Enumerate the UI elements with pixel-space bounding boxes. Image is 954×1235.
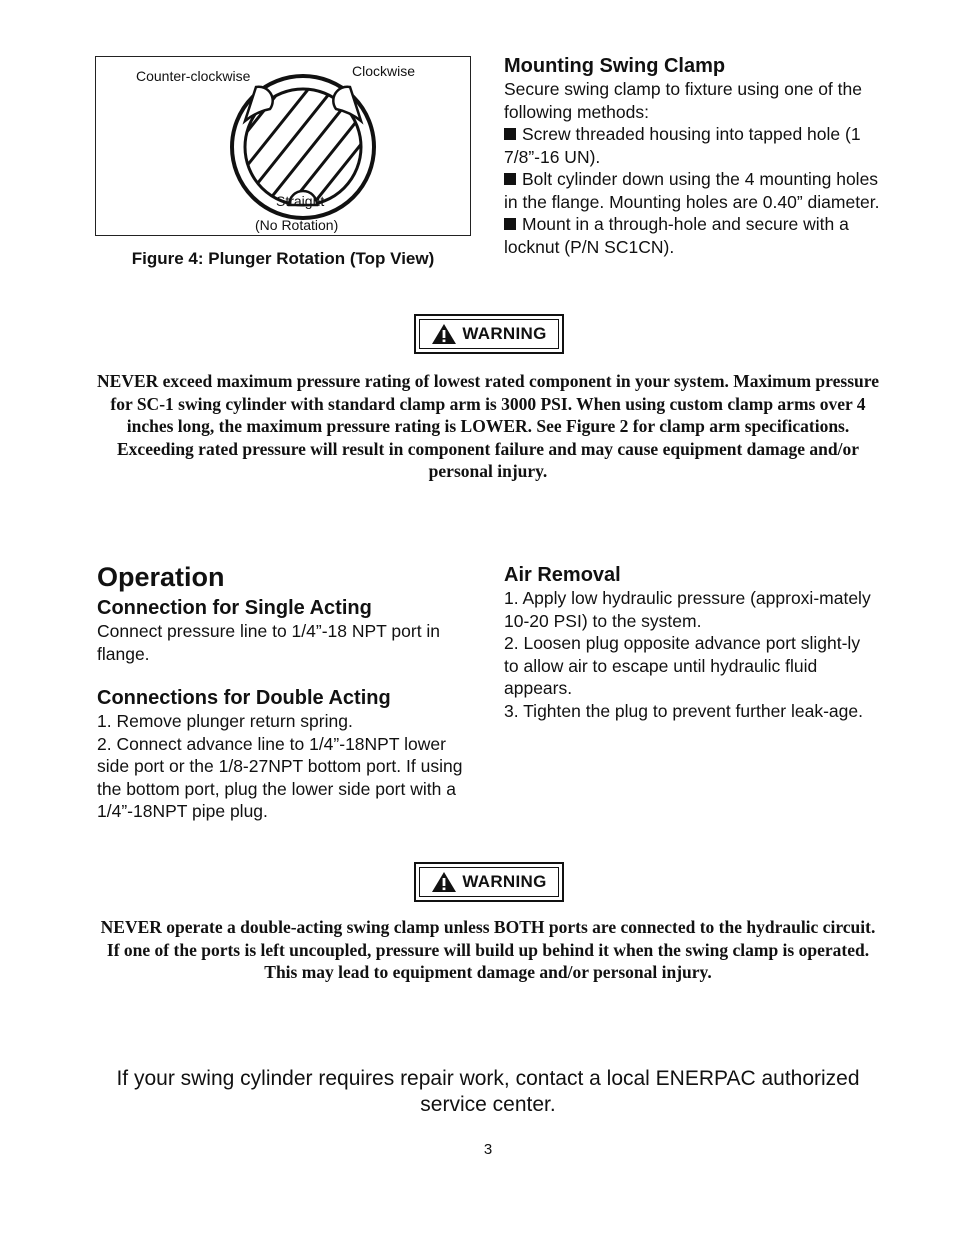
warning-triangle-icon	[431, 871, 457, 893]
mounting-bullet: Mount in a through-hole and secure with a locknut (P/N SC1CN).	[504, 214, 849, 257]
warning-badge	[414, 862, 564, 902]
double-acting-title: Connections for Double Acting	[97, 687, 391, 709]
mounting-section	[504, 54, 884, 258]
label-no-rotation: (No Rotation)	[255, 217, 339, 233]
air-removal-step: 1. Apply low hydraulic pressure (approxi-mately 10-20 PSI) to the system.	[504, 588, 871, 631]
single-acting-title: Connection for Single Acting	[97, 597, 372, 619]
operation-section	[97, 561, 477, 823]
double-acting-step: 1. Remove plunger return spring.	[97, 711, 353, 731]
warning-pressure-text: NEVER exceed maximum pressure rating of lowest rated component in your system. Maximum pressure for SC-1 swing cylinder with standard clamp arm is 3000 PSI. When using custom clamp arms over 4 inches long, the maximum pressure rating is LOWER. See Figure 2 for clamp arm specifications. Exceeding rated pressure will result in component failure and may cause equipment damage and/or personal injury.	[97, 371, 879, 481]
figure-caption: Figure 4: Plunger Rotation (Top View)	[131, 249, 435, 268]
warning-badge	[414, 314, 564, 354]
mounting-intro: Secure swing clamp to fixture using one of the following methods:	[504, 79, 862, 122]
air-removal-title: Air Removal	[504, 564, 621, 586]
label-straight: Straight	[276, 193, 325, 209]
air-removal-section	[504, 563, 876, 722]
label-clockwise: Clockwise	[352, 63, 416, 79]
figure-plunger-rotation	[95, 56, 471, 236]
bullet-square-icon	[504, 218, 516, 230]
plunger-top-view-diagram	[96, 57, 472, 237]
page-number: 3	[483, 1141, 493, 1158]
label-counter-clockwise: Counter-clockwise	[136, 68, 251, 84]
double-acting-step: 2. Connect advance line to 1/4”-18NPT lower side port or the 1/8-27NPT bottom port. If using the bottom port, plug the lower side port with a 1/4”-18NPT pipe plug.	[97, 733, 463, 821]
warning-label: WARNING	[462, 872, 547, 891]
operation-title: Operation	[97, 562, 225, 592]
single-acting-text: Connect pressure line to 1/4”-18 NPT port in flange.	[97, 621, 441, 664]
warning-label: WARNING	[462, 324, 547, 343]
air-removal-step: 3. Tighten the plug to prevent further leak-age.	[504, 700, 863, 721]
bullet-square-icon	[504, 173, 516, 185]
repair-notice: If your swing cylinder requires repair work, contact a local ENERPAC authorized service center.	[116, 1067, 860, 1116]
bullet-square-icon	[504, 128, 516, 140]
warning-triangle-icon	[431, 323, 457, 345]
mounting-title: Mounting Swing Clamp	[504, 55, 726, 77]
air-removal-step: 2. Loosen plug opposite advance port slight-ly to allow air to escape until hydraulic fluid appears.	[504, 633, 861, 698]
mounting-bullet: Bolt cylinder down using the 4 mounting holes in the flange. Mounting holes are 0.40” diameter.	[504, 169, 880, 212]
mounting-bullet: Screw threaded housing into tapped hole (1 7/8”-16 UN).	[504, 124, 861, 167]
warning-double-acting-text: NEVER operate a double-acting swing clamp unless BOTH ports are connected to the hydraulic circuit. If one of the ports is left uncoupled, pressure will build up behind it when the swing clamp is operated. This may lead to equipment damage and/or personal injury.	[100, 917, 876, 982]
